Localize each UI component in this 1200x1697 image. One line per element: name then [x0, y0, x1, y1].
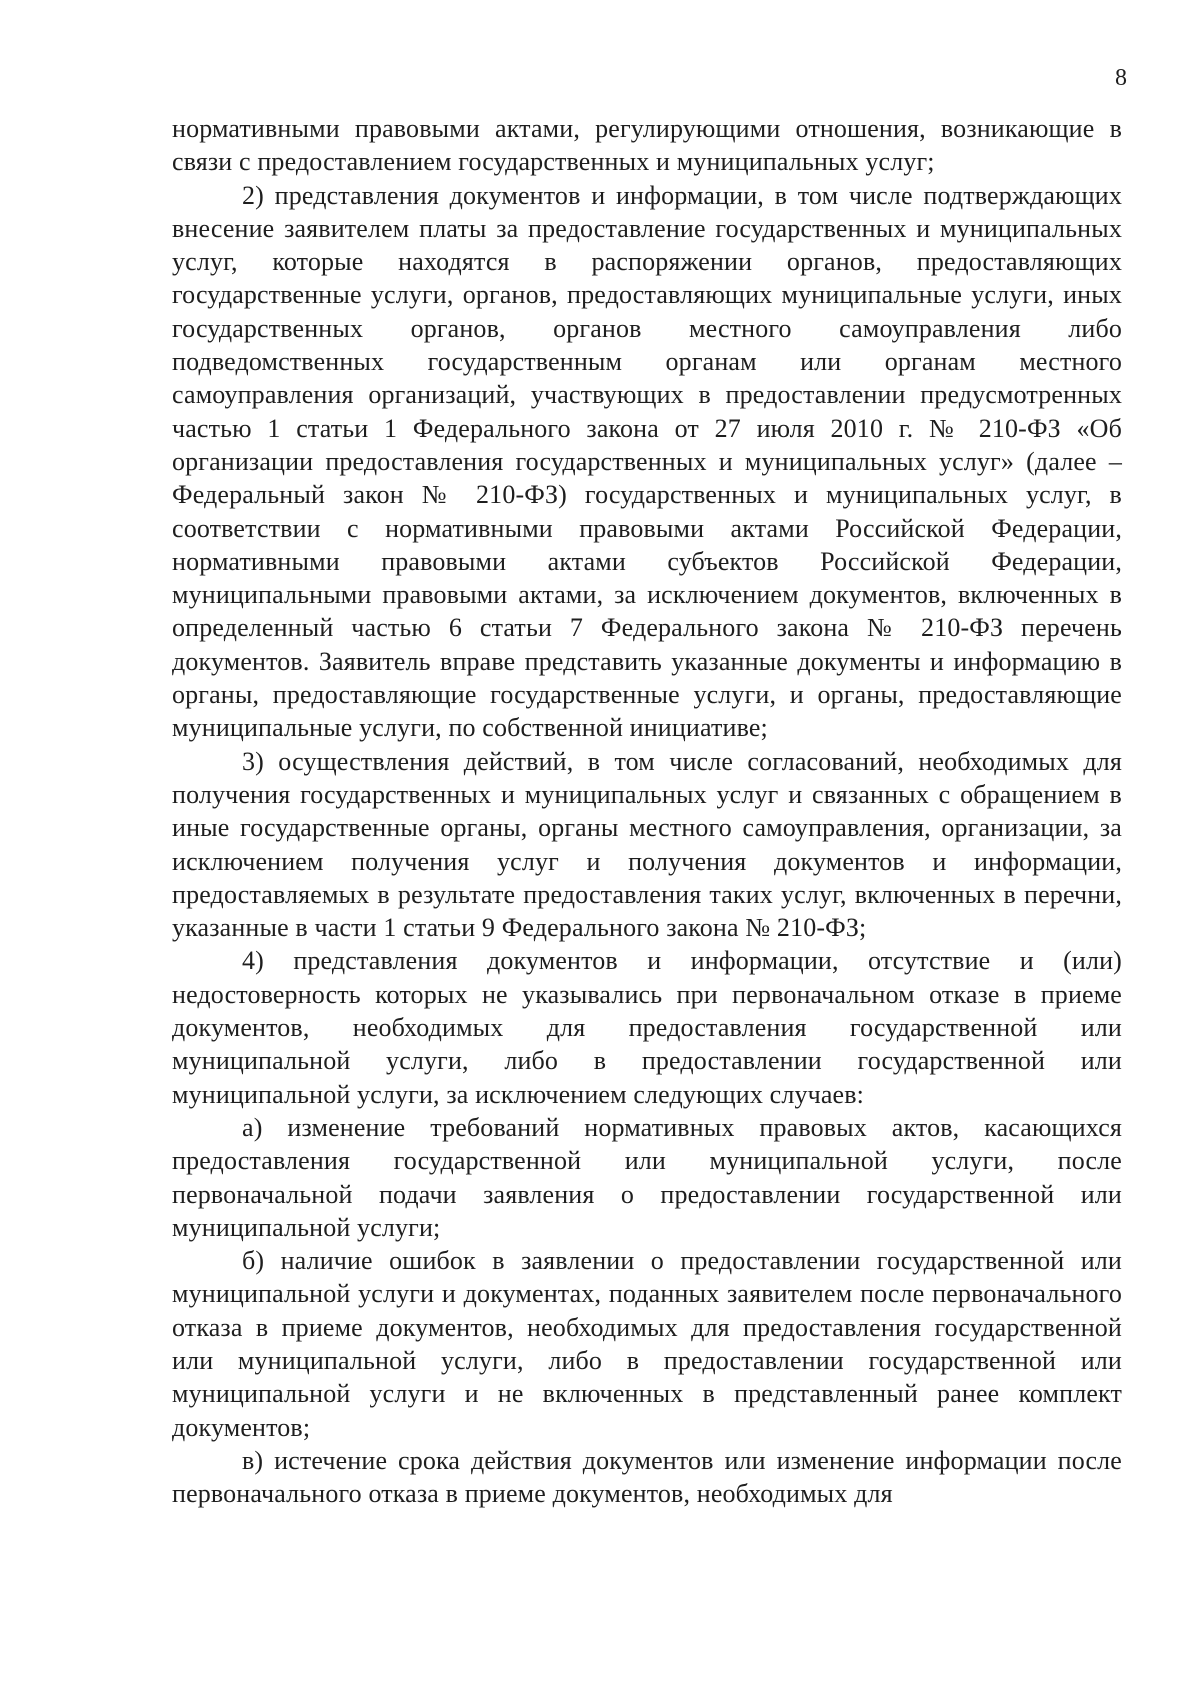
paragraph-subitem-b: б) наличие ошибок в заявлении о предоставлении государственной или муниципальной услуги и документах, поданных заявителем после первоначального отказа в приеме документов, необходимых для предоставления государственной или муниципальной услуги, либо в предоставлении государственной или муниципальной услуги и не включенных в представленный ранее комплект документов;: [172, 1246, 1122, 1442]
page-number: 8: [1115, 65, 1127, 91]
paragraph-item-4: 4) представления документов и информации, отсутствие и (или) недостоверность которых не указывались при первоначальном отказе в приеме документов, необходимых для предоставления государственной или муниципальной услуги, либо в предоставлении государственной или муниципальной услуги, за исключением следующих случаев:: [172, 946, 1122, 1109]
paragraph-continuation: нормативными правовыми актами, регулирующими отношения, возникающие в связи с предоставлением государственных и муниципальных услуг;: [172, 114, 1122, 177]
paragraph-subitem-v: в) истечение срока действия документов или изменение информации после первоначального отказа в приеме документов, необходимых для: [172, 1445, 1122, 1509]
paragraph-item-3: 3) осуществления действий, в том числе согласований, необходимых для получения государственных и муниципальных услуг и связанных с обращением в иные государственные органы, органы местного самоуправления, организации, за исключением получения услуг и получения документов и информации, предоставляемых в результате предоставления таких услуг, включенных в перечни, указанные в части 1 статьи 9 Федерального закона № 210-ФЗ;: [172, 746, 1122, 943]
document-body: [172, 112, 1122, 1510]
paragraph-subitem-a: а) изменение требований нормативных правовых актов, касающихся предоставления государственной или муниципальной услуги, после первоначальной подачи заявления о предоставлении государственной или муниципальной услуги;: [172, 1112, 1122, 1242]
paragraph-item-2: 2) представления документов и информации, в том числе подтверждающих внесение заявителем платы за предоставление государственных и муниципальных услуг, которые находятся в распоряжении органов, предоставляющих государственные услуги, органов, предоставляющих муниципальные услуги, иных государственных органов, органов местного самоуправления либо подведомственных государственным органам или органам местного самоуправления организаций, участвующих в предоставлении предусмотренных частью 1 статьи 1 Федерального закона от 27 июля 2010 г. № 210-ФЗ «Об организации предоставления государственных и муниципальных услуг» (далее – Федеральный закон № 210-ФЗ) государственных и муниципальных услуг, в соответствии с нормативными правовыми актами Российской Федерации, нормативными правовыми актами субъектов Российской Федерации, муниципальными правовыми актами, за исключением документов, включенных в определенный частью 6 статьи 7 Федерального закона № 210-ФЗ перечень документов. Заявитель вправе представить указанные документы и информацию в органы, предоставляющие государственные услуги, и органы, предоставляющие муниципальные услуги, по собственной инициативе;: [172, 180, 1122, 743]
